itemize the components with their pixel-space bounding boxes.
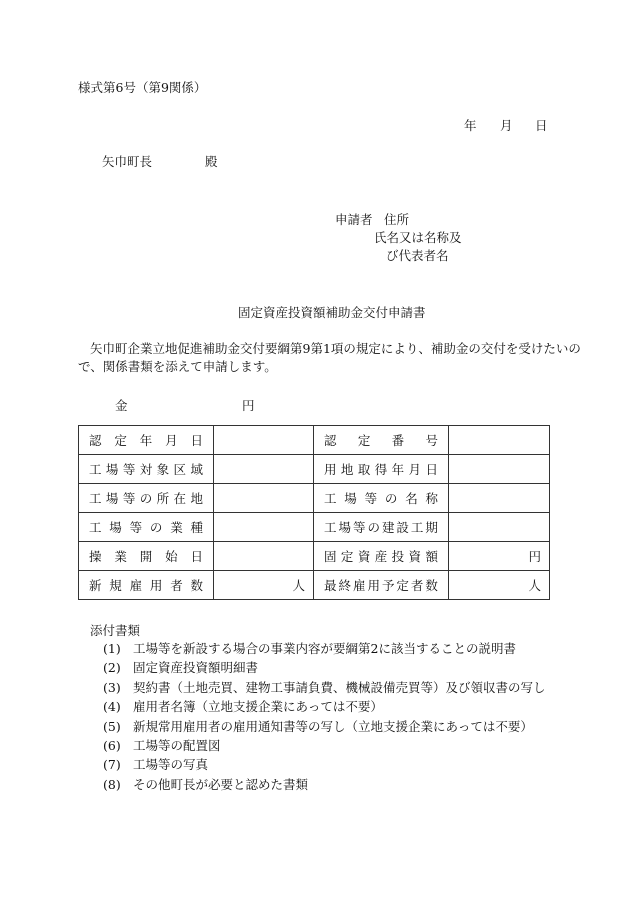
field-label: 認 定 番 号 (324, 433, 438, 448)
attachment-number: (7) (103, 757, 121, 773)
right-label-cell (314, 513, 449, 542)
left-label-cell (79, 455, 214, 484)
right-value-cell[interactable] (449, 455, 550, 484)
attachment-text: その他町長が必要と認めた書類 (133, 776, 309, 792)
table-row (79, 484, 550, 513)
attachment-text: 工場等の配置図 (133, 738, 221, 753)
left-label-cell (79, 484, 214, 513)
list-item (103, 680, 546, 696)
addressee-honorific: 殿 (205, 154, 218, 169)
attachment-text: 雇用者名簿（立地支援企業にあっては不要） (133, 699, 383, 715)
list-item (103, 738, 221, 754)
left-value-cell[interactable] (214, 542, 314, 571)
table-row (79, 542, 550, 571)
attachment-text: 固定資産投資額明細書 (133, 660, 259, 676)
field-label: 固 定 資 産 投 資 額 (324, 549, 438, 564)
field-label: 工 場 等 の 所 在 地 (89, 491, 203, 506)
field-label: 工 場 等 の 建 設 工 期 (324, 520, 438, 535)
right-label-cell (314, 542, 449, 571)
left-value-cell[interactable] (214, 513, 314, 542)
field-label: 認 定 年 月 日 (89, 433, 203, 448)
applicant-name-label-2: び代表者名 (386, 248, 449, 263)
right-value-cell[interactable] (449, 426, 550, 455)
field-label: 工 場 等 対 象 区 域 (89, 462, 203, 477)
attachments-heading: 添付書類 (90, 623, 141, 638)
left-label-cell (79, 542, 214, 571)
right-label-cell (314, 484, 449, 513)
field-label: 用 地 取 得 年 月 日 (324, 462, 438, 477)
left-value-cell[interactable] (214, 426, 314, 455)
attachment-number: (6) (103, 738, 121, 753)
right-value-cell[interactable]: 円 (449, 542, 550, 571)
list-item (103, 719, 533, 735)
table-row (79, 426, 550, 455)
applicant-address-label: 住所 (384, 212, 410, 227)
addressee-name: 矢巾町長 (102, 154, 153, 169)
left-label-cell (79, 571, 214, 600)
left-value-cell[interactable] (214, 484, 314, 513)
left-value-cell[interactable] (214, 455, 314, 484)
field-label: 最 終 雇 用 予 定 者 数 (324, 578, 438, 593)
list-item (103, 641, 516, 657)
document-title: 固定資産投資額補助金交付申請書 (238, 305, 426, 320)
right-label-cell (314, 426, 449, 455)
attachment-number: (8) (103, 776, 121, 792)
field-label: 操 業 開 始 日 (89, 549, 203, 564)
left-value-cell[interactable]: 人 (214, 571, 314, 600)
list-item (103, 660, 258, 676)
attachment-text: 契約書（土地売買、建物工事請負費、機械設備売買等）及び領収書の写し (133, 679, 546, 695)
body-text-line-2: で、関係書類を添えて申請します。 (78, 359, 277, 374)
application-table (78, 425, 550, 600)
list-item (103, 757, 208, 773)
table-row (79, 571, 550, 600)
attachment-text: 工場等の写真 (133, 757, 209, 773)
attachment-number: (3) (103, 679, 121, 695)
field-label: 工 場 等 の 業 種 (89, 520, 203, 535)
left-label-cell (79, 426, 214, 455)
form-number: 様式第6号（第9関係） (78, 80, 207, 95)
right-value-cell[interactable] (449, 513, 550, 542)
amount-label: 金 (115, 398, 128, 413)
date-month: 月 (500, 118, 513, 133)
right-label-cell (314, 455, 449, 484)
attachment-number: (4) (103, 699, 121, 715)
right-label-cell (314, 571, 449, 600)
amount-unit: 円 (242, 398, 255, 413)
list-item (103, 777, 308, 793)
attachment-number: (5) (103, 718, 121, 734)
list-item (103, 699, 383, 715)
date-year: 年 (464, 118, 477, 133)
body-text-line-1: 矢巾町企業立地促進補助金交付要綱第9第1項の規定により、補助金の交付を受けたいの (90, 341, 581, 356)
attachment-text: 工場等を新設する場合の事業内容が要綱第2に該当することの説明書 (133, 641, 516, 656)
left-label-cell (79, 513, 214, 542)
applicant-name-label-1: 氏名又は名称及 (374, 230, 462, 245)
right-value-cell[interactable] (449, 484, 550, 513)
field-label: 新 規 雇 用 者 数 (89, 578, 203, 593)
attachment-number: (2) (103, 660, 121, 676)
attachment-number: (1) (103, 641, 121, 656)
attachment-text: 新規常用雇用者の雇用通知書等の写し（立地支援企業にあっては不要） (133, 718, 533, 734)
applicant-label: 申請者 (335, 212, 373, 227)
right-value-cell[interactable]: 人 (449, 571, 550, 600)
date-day: 日 (535, 118, 548, 133)
table-row (79, 513, 550, 542)
table-row (79, 455, 550, 484)
field-label: 工 場 等 の 名 称 (324, 491, 438, 506)
